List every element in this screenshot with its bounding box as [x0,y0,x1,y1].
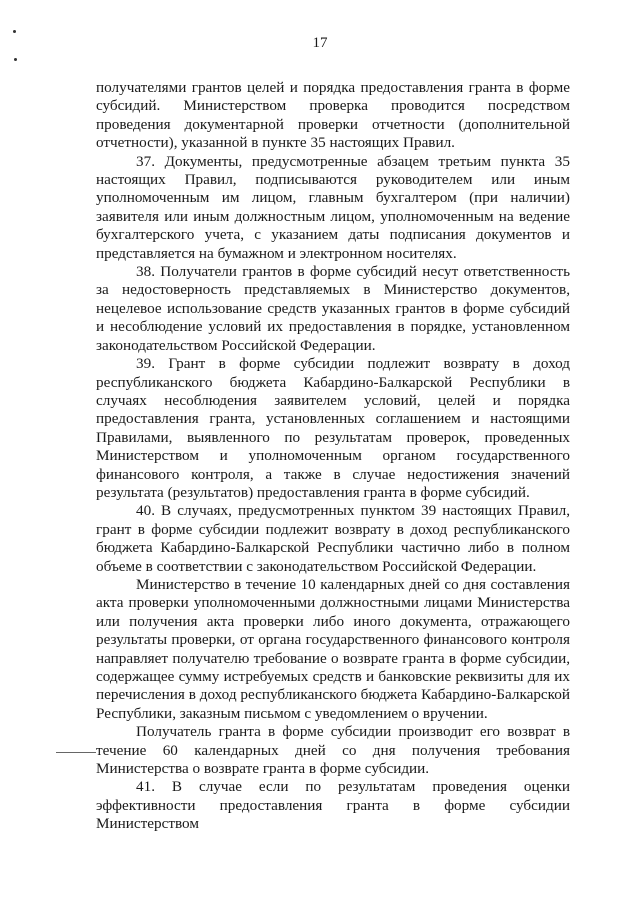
page-number: 17 [312,35,328,51]
paragraph: 38. Получатели грантов в форме субсидий несут ответственность за недостоверность представляемых в Министерство документов, нецелевое использование средств указанных грантов в форме субсидий и несоблюдение условий их предоставления в порядке, установленном законодательством Российской Федерации. [96,263,570,354]
document-body [96,79,570,834]
scan-speck [13,30,16,33]
paragraph: 39. Грант в форме субсидии подлежит возврату в доход республиканского бюджета Кабардино-Балкарской Республики в случаях несоблюдения заявителем условий, целей и порядка предоставления гранта, установленных соглашением и настоящими Правилами, выявленного по результатам проверок, проведенных Министерством и уполномоченным органом государственного финансового контроля, а также в случае недостижения значений результата (результатов) предоставления гранта в форме субсидий. [96,355,570,501]
paragraph: 41. В случае если по результатам проведения оценки эффективности предоставления гранта в форме субсидии Министерством [96,778,570,833]
scan-artifact-line [56,752,96,753]
paragraph: Министерство в течение 10 календарных дней со дня составления акта проверки уполномоченными должностными лицами Министерства или получения акта проверки либо иного документа, отражающего результаты проверки, от органа государственного финансового контроля направляет получателю требование о возврате гранта в форме субсидии, содержащее сумму истребуемых средств и банковские реквизиты для их перечисления в доход республиканского бюджета Кабардино-Балкарской Республики, заказным письмом с уведомлением о вручении. [96,575,570,722]
scan-speck [14,58,17,61]
paragraph: получателями грантов целей и порядка предоставления гранта в форме субсидий. Министерством проверка проводится посредством проведения документарной проверки отчетности (дополнительной отчетности), указанной в пункте 35 настоящих Правил. [96,79,570,152]
paragraph: 37. Документы, предусмотренные абзацем третьим пункта 35 настоящих Правил, подписываются руководителем или иным уполномоченным им лицом, главным бухгалтером (при наличии) заявителя или иным должностным лицом, уполномоченным на ведение бухгалтерского учета, с указанием даты подписания документов и представляется на бумажном и электронном носителях. [96,152,570,262]
paragraph: 40. В случаях, предусмотренных пунктом 39 настоящих Правил, грант в форме субсидии подлежит возврату в доход республиканского бюджета Кабардино-Балкарской Республики частично либо в полном объеме в соответствии с законодательством Российской Федерации. [96,502,570,575]
paragraph: Получатель гранта в форме субсидии производит его возврат в течение 60 календарных дней со дня получения требования Министерства о возврате гранта в форме субсидии. [96,723,570,778]
